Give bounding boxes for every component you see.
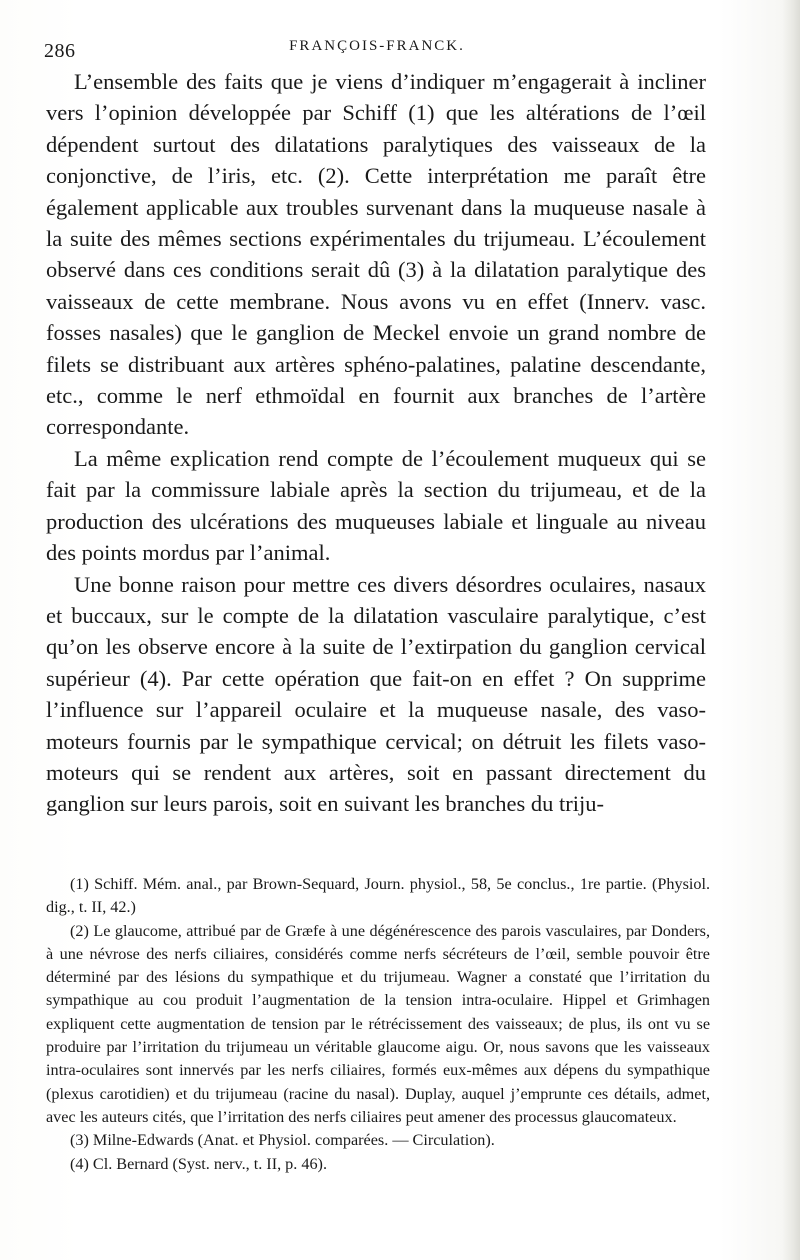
main-text — [46, 66, 706, 820]
footnote-4: (4) Cl. Bernard (Syst. nerv., t. II, p. 46). — [70, 1154, 327, 1173]
page-number: 286 — [44, 40, 76, 62]
paragraph-3: Une bonne raison pour mettre ces divers désordres oculaires, nasaux et buccaux, sur le compte de la dilatation vasculaire paralytique, c’est qu’on les observe encore à la suite de l’extirpation du ganglion cervical supérieur (4). Par cette opération que fait-on en effet ? On supprime l’influence sur l’appareil oculaire et la muqueuse nasale, des vaso-moteurs fournis par le sympathique cervical; on détruit les filets vaso-moteurs qui se rendent aux artères, soit en passant directement du ganglion sur leurs parois, soit en suivant les branches du triju- — [46, 571, 706, 817]
footnote-3: (3) Milne-Edwards (Anat. et Physiol. comparées. — Circulation). — [70, 1131, 495, 1150]
paragraph-1: L’ensemble des faits que je viens d’indiquer m’engagerait à incliner vers l’opinion développée par Schiff (1) que les altérations de l’œil dépendent surtout des dilatations paralytiques des vaisseaux de la conjonctive, de l’iris, etc. (2). Cette interprétation me paraît être également applicable aux troubles survenant dans la muqueuse nasale à la suite des mêmes sections expérimentales du trijumeau. L’écoulement observé dans ces conditions serait dû (3) à la dilatation paralytique des vaisseaux de cette membrane. Nous avons vu en effet (Innerv. vasc. fosses nasales) que le ganglion de Meckel envoie un grand nombre de filets se distribuant aux artères sphéno-palatines, palatine descendante, etc., comme le nerf ethmoïdal en fournit aux branches de l’artère correspondante. — [46, 69, 706, 440]
running-head: FRANÇOIS-FRANCK. — [289, 38, 465, 54]
page-header — [44, 34, 710, 60]
page-edge-shadow — [782, 0, 800, 1260]
paragraph-2: La même explication rend compte de l’écoulement muqueux qui se fait par la commissure labiale après la section du trijumeau, et de la production des ulcérations des muqueuses labiale et linguale au niveau des points mordus par l’animal. — [46, 445, 706, 566]
footnote-2: (2) Le glaucome, attribué par de Græfe à une dégénérescence des parois vasculaires, par Donders, à une névrose des nerfs ciliaires, considérés comme nerfs sécréteurs de l’œil, semble pouvoir être déterminé par des lésions du sympathique et du trijumeau. Wagner a constaté que l’irritation du sympathique au cou produit l’augmentation de la tension intra-oculaire. Hippel et Grimhagen expliquent cette augmentation de tension par le rétrécissement des vaisseaux; de plus, ils ont vu se produire par l’irritation du trijumeau un véritable glaucome aigu. Or, nous savons que les vaisseaux intra-oculaires sont innervés par les nerfs ciliaires, formés eux-mêmes aux dépens du sympathique (plexus carotidien) et du trijumeau (racine du nasal). Duplay, auquel j’emprunte ces détails, admet, avec les auteurs cités, que l’irritation des nerfs ciliaires peut amener des processus glaucomateux. — [46, 921, 710, 1126]
footnote-1: (1) Schiff. Mém. anal., par Brown-Sequard, Journ. physiol., 58, 5e conclus., 1re partie. (Physiol. dig., t. II, 42.) — [46, 875, 710, 917]
footnotes — [46, 873, 710, 1176]
